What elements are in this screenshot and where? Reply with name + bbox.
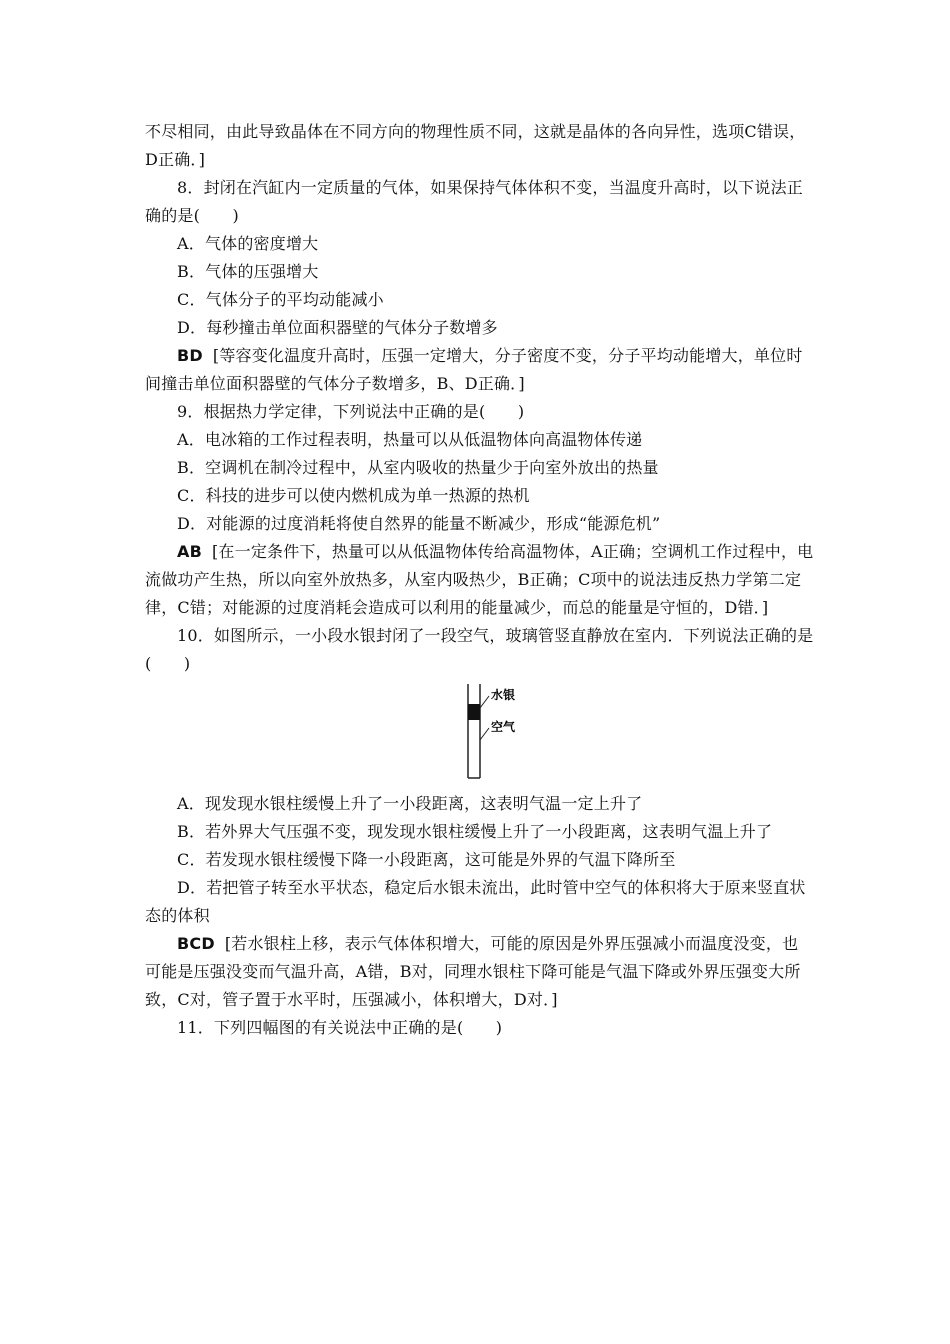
answer-10 — [145, 930, 810, 958]
text-line: D正确．] — [145, 150, 206, 169]
glass-tube-figure — [145, 678, 810, 790]
question-9-option-a: A．电冰箱的工作过程表明，热量可以从低温物体向高温物体传递 — [177, 430, 643, 449]
question-8-option-c: C．气体分子的平均动能减小 — [177, 290, 384, 309]
question-8-option-d: D．每秒撞击单位面积器壁的气体分子数增多 — [177, 318, 498, 337]
question-8-option-a: A．气体的密度增大 — [177, 234, 319, 253]
answer-10-cont: 致，C对，管子置于水平时，压强减小，体积增大，D对．] — [145, 990, 558, 1009]
answer-8 — [145, 342, 810, 370]
tube-diagram — [463, 682, 543, 782]
answer-9-text: [在一定条件下，热量可以从低温物体传给高温物体，A正确；空调机工作过程中，电 — [211, 542, 814, 561]
text-line: 不尽相同，由此导致晶体在不同方向的物理性质不同，这就是晶体的各向异性，选项C错误， — [145, 122, 806, 141]
answer-8-tag: BD — [177, 346, 203, 365]
answer-9-cont: 流做功产生热，所以向室外放热多，从室内吸热少，B正确；C项中的说法违反热力学第二定 — [145, 570, 802, 589]
question-9-option-b: B．空调机在制冷过程中，从室内吸收的热量少于向室外放出的热量 — [177, 458, 659, 477]
answer-10-tag: BCD — [177, 934, 215, 953]
answer-9-tag: AB — [177, 542, 202, 561]
answer-9 — [145, 538, 814, 566]
question-10-option-a: A．现发现水银柱缓慢上升了一小段距离，这表明气温一定上升了 — [177, 794, 643, 813]
question-10-stem: 10．如图所示，一小段水银封闭了一段空气，玻璃管竖直静放在室内．下列说法正确的是 — [177, 626, 814, 645]
label-mercury: 水银 — [491, 688, 516, 702]
label-air: 空气 — [491, 720, 516, 734]
question-9-stem: 9．根据热力学定律，下列说法中正确的是( ) — [177, 402, 525, 421]
question-10-stem-cont: ( ) — [145, 654, 191, 673]
mercury-column — [468, 704, 480, 720]
question-9-option-d: D．对能源的过度消耗将使自然界的能量不断减少，形成“能源危机” — [177, 514, 661, 533]
question-10-option-b: B．若外界大气压强不变，现发现水银柱缓慢上升了一小段距离，这表明气温上升了 — [177, 822, 773, 841]
question-10-option-c: C．若发现水银柱缓慢下降一小段距离，这可能是外界的气温下降所至 — [177, 850, 676, 869]
answer-8-text: [等容变化温度升高时，压强一定增大，分子密度不变，分子平均动能增大，单位时 — [212, 346, 803, 365]
answer-10-cont: 可能是压强没变而气温升高，A错，B对，同理水银柱下降可能是气温下降或外界压强变大所 — [145, 962, 801, 981]
question-8-stem: 8．封闭在汽缸内一定质量的气体，如果保持气体体积不变，当温度升高时，以下说法正 — [177, 178, 803, 197]
answer-10-text: [若水银柱上移，表示气体体积增大，可能的原因是外界压强减小而温度没变，也 — [224, 934, 799, 953]
answer-9-cont: 律，C错；对能源的过度消耗会造成可以利用的能量减少，而总的能量是守恒的，D错．] — [145, 598, 769, 617]
question-8-option-b: B．气体的压强增大 — [177, 262, 319, 281]
question-11-stem: 11．下列四幅图的有关说法中正确的是( ) — [177, 1018, 503, 1037]
answer-8-cont: 间撞击单位面积器壁的气体分子数增多，B、D正确．] — [145, 374, 525, 393]
question-10-option-d: D．若把管子转至水平状态，稳定后水银未流出，此时管中空气的体积将大于原来竖直状 — [177, 878, 806, 897]
document-page — [145, 118, 814, 1042]
question-10-option-d-cont: 态的体积 — [145, 906, 210, 925]
question-9-option-c: C．科技的进步可以使内燃机成为单一热源的热机 — [177, 486, 530, 505]
question-8-stem-cont: 确的是( ) — [145, 206, 239, 225]
